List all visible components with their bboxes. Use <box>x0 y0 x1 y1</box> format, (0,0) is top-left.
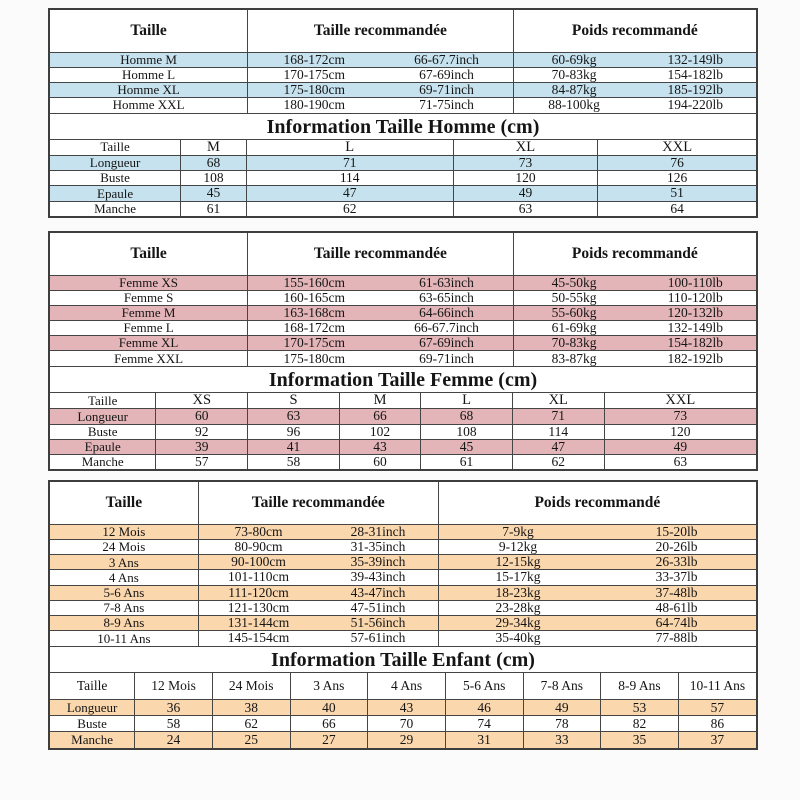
weight-lb-cell: 15-20lb <box>597 524 756 539</box>
info-value-cell: 25 <box>212 732 290 748</box>
info-row <box>50 186 756 201</box>
info-value-cell: 58 <box>248 454 340 469</box>
size-section-femme <box>48 231 758 471</box>
info-value-cell: 47 <box>512 439 604 454</box>
info-value-cell: 45 <box>181 186 247 201</box>
weight-kg-cell: 35-40kg <box>438 631 597 646</box>
height-cm-cell: 131-144cm <box>198 615 318 630</box>
info-value-cell: 62 <box>212 716 290 732</box>
info-column-header: 8-9 Ans <box>601 673 679 700</box>
info-row-label: Manche <box>50 454 156 469</box>
info-column-header: L <box>421 393 513 409</box>
info-row <box>50 454 756 469</box>
info-header-row <box>50 140 756 156</box>
height-inch-cell: 47-51inch <box>318 600 438 615</box>
height-cm-cell: 168-172cm <box>248 52 381 67</box>
size-section-homme <box>48 8 758 218</box>
info-column-header: L <box>246 140 453 156</box>
info-value-cell: 70 <box>368 716 446 732</box>
info-title-enfant: Information Taille Enfant (cm) <box>50 646 756 673</box>
size-label-cell: 7-8 Ans <box>50 600 198 615</box>
info-header-taille: Taille <box>50 393 156 409</box>
info-value-cell: 62 <box>246 201 453 216</box>
info-title-homme: Information Taille Homme (cm) <box>50 113 756 140</box>
height-cm-cell: 80-90cm <box>198 540 318 555</box>
info-value-cell: 49 <box>453 186 598 201</box>
size-label-cell: 5-6 Ans <box>50 585 198 600</box>
recommend-row <box>50 600 756 615</box>
weight-kg-cell: 45-50kg <box>513 275 634 290</box>
info-column-header: 7-8 Ans <box>523 673 601 700</box>
weight-kg-cell: 61-69kg <box>513 321 634 336</box>
info-value-cell: 37 <box>678 732 756 748</box>
info-value-cell: 38 <box>212 700 290 716</box>
height-inch-cell: 71-75inch <box>380 98 513 113</box>
recommend-table-homme <box>50 10 756 113</box>
info-row <box>50 732 756 748</box>
info-header-row <box>50 673 756 700</box>
info-value-cell: 49 <box>604 439 756 454</box>
height-cm-cell: 175-180cm <box>248 351 381 366</box>
weight-kg-cell: 70-83kg <box>513 67 634 82</box>
info-value-cell: 108 <box>181 171 247 186</box>
info-value-cell: 76 <box>598 156 756 171</box>
info-row <box>50 439 756 454</box>
size-label-cell: Homme M <box>50 52 248 67</box>
recommend-header-row <box>50 482 756 524</box>
weight-lb-cell: 64-74lb <box>597 615 756 630</box>
info-table-enfant <box>50 673 756 748</box>
info-row-label: Buste <box>50 171 181 186</box>
weight-lb-cell: 110-120lb <box>635 290 756 305</box>
size-label-cell: 8-9 Ans <box>50 615 198 630</box>
info-value-cell: 108 <box>421 424 513 439</box>
weight-kg-cell: 9-12kg <box>438 540 597 555</box>
recommend-header-row <box>50 233 756 275</box>
info-value-cell: 41 <box>248 439 340 454</box>
height-cm-cell: 170-175cm <box>248 67 381 82</box>
info-column-header: XL <box>453 140 598 156</box>
info-value-cell: 60 <box>156 409 248 424</box>
size-label-cell: Femme XS <box>50 275 248 290</box>
height-inch-cell: 67-69inch <box>380 336 513 351</box>
info-value-cell: 57 <box>156 454 248 469</box>
size-label-cell: Femme L <box>50 321 248 336</box>
size-label-cell: 24 Mois <box>50 540 198 555</box>
weight-lb-cell: 48-61lb <box>597 600 756 615</box>
info-value-cell: 68 <box>181 156 247 171</box>
header-poids-recommande: Poids recommandé <box>438 482 756 524</box>
height-inch-cell: 69-71inch <box>380 82 513 97</box>
info-row-label: Longueur <box>50 156 181 171</box>
header-taille-recommandee: Taille recommandée <box>198 482 438 524</box>
info-column-header: M <box>181 140 247 156</box>
info-value-cell: 62 <box>512 454 604 469</box>
weight-lb-cell: 185-192lb <box>635 82 756 97</box>
height-cm-cell: 111-120cm <box>198 585 318 600</box>
weight-kg-cell: 55-60kg <box>513 305 634 320</box>
info-row-label: Longueur <box>50 700 135 716</box>
recommend-row <box>50 305 756 320</box>
weight-kg-cell: 18-23kg <box>438 585 597 600</box>
weight-kg-cell: 23-28kg <box>438 600 597 615</box>
info-value-cell: 78 <box>523 716 601 732</box>
info-row-label: Buste <box>50 424 156 439</box>
recommend-row <box>50 275 756 290</box>
info-column-header: 5-6 Ans <box>445 673 523 700</box>
info-value-cell: 114 <box>246 171 453 186</box>
info-header-row <box>50 393 756 409</box>
info-row-label: Epaule <box>50 186 181 201</box>
info-column-header: XXL <box>604 393 756 409</box>
info-value-cell: 29 <box>368 732 446 748</box>
height-cm-cell: 175-180cm <box>248 82 381 97</box>
height-cm-cell: 155-160cm <box>248 275 381 290</box>
info-row-label: Manche <box>50 201 181 216</box>
header-taille-recommandee: Taille recommandée <box>248 233 513 275</box>
info-title-femme: Information Taille Femme (cm) <box>50 366 756 393</box>
height-inch-cell: 35-39inch <box>318 555 438 570</box>
height-cm-cell: 180-190cm <box>248 98 381 113</box>
weight-kg-cell: 29-34kg <box>438 615 597 630</box>
info-row-label: Manche <box>50 732 135 748</box>
height-cm-cell: 90-100cm <box>198 555 318 570</box>
recommend-row <box>50 336 756 351</box>
weight-lb-cell: 20-26lb <box>597 540 756 555</box>
info-row <box>50 424 756 439</box>
weight-lb-cell: 132-149lb <box>635 52 756 67</box>
height-cm-cell: 101-110cm <box>198 570 318 585</box>
weight-lb-cell: 26-33lb <box>597 555 756 570</box>
height-inch-cell: 57-61inch <box>318 631 438 646</box>
header-taille: Taille <box>50 482 198 524</box>
info-value-cell: 51 <box>598 186 756 201</box>
info-value-cell: 82 <box>601 716 679 732</box>
weight-kg-cell: 12-15kg <box>438 555 597 570</box>
header-taille: Taille <box>50 10 248 52</box>
info-header-taille: Taille <box>50 140 181 156</box>
info-value-cell: 71 <box>246 156 453 171</box>
weight-kg-cell: 70-83kg <box>513 336 634 351</box>
info-value-cell: 86 <box>678 716 756 732</box>
info-value-cell: 61 <box>181 201 247 216</box>
info-value-cell: 58 <box>135 716 213 732</box>
info-column-header: 12 Mois <box>135 673 213 700</box>
weight-lb-cell: 33-37lb <box>597 570 756 585</box>
recommend-row <box>50 52 756 67</box>
recommend-row <box>50 67 756 82</box>
height-inch-cell: 39-43inch <box>318 570 438 585</box>
info-value-cell: 57 <box>678 700 756 716</box>
info-column-header: 10-11 Ans <box>678 673 756 700</box>
weight-lb-cell: 194-220lb <box>635 98 756 113</box>
size-label-cell: Homme XXL <box>50 98 248 113</box>
size-label-cell: Homme XL <box>50 82 248 97</box>
info-value-cell: 43 <box>339 439 420 454</box>
info-value-cell: 66 <box>339 409 420 424</box>
info-column-header: S <box>248 393 340 409</box>
height-cm-cell: 160-165cm <box>248 290 381 305</box>
info-row-label: Buste <box>50 716 135 732</box>
weight-kg-cell: 88-100kg <box>513 98 634 113</box>
info-value-cell: 63 <box>248 409 340 424</box>
size-label-cell: Femme M <box>50 305 248 320</box>
recommend-table-femme <box>50 233 756 366</box>
info-value-cell: 63 <box>453 201 598 216</box>
recommend-row <box>50 98 756 113</box>
weight-lb-cell: 37-48lb <box>597 585 756 600</box>
info-column-header: 3 Ans <box>290 673 368 700</box>
recommend-table-enfant <box>50 482 756 645</box>
info-row <box>50 716 756 732</box>
size-label-cell: Homme L <box>50 67 248 82</box>
height-cm-cell: 168-172cm <box>248 321 381 336</box>
recommend-row <box>50 570 756 585</box>
info-value-cell: 60 <box>339 454 420 469</box>
height-inch-cell: 66-67.7inch <box>380 52 513 67</box>
info-value-cell: 114 <box>512 424 604 439</box>
info-value-cell: 45 <box>421 439 513 454</box>
size-label-cell: 10-11 Ans <box>50 631 198 646</box>
height-cm-cell: 163-168cm <box>248 305 381 320</box>
height-inch-cell: 31-35inch <box>318 540 438 555</box>
weight-lb-cell: 154-182lb <box>635 67 756 82</box>
header-taille-recommandee: Taille recommandée <box>248 10 513 52</box>
info-value-cell: 73 <box>453 156 598 171</box>
recommend-row <box>50 524 756 539</box>
info-row <box>50 700 756 716</box>
info-value-cell: 64 <box>598 201 756 216</box>
info-value-cell: 46 <box>445 700 523 716</box>
info-value-cell: 43 <box>368 700 446 716</box>
info-column-header: 24 Mois <box>212 673 290 700</box>
height-cm-cell: 145-154cm <box>198 631 318 646</box>
height-inch-cell: 43-47inch <box>318 585 438 600</box>
height-inch-cell: 64-66inch <box>380 305 513 320</box>
info-value-cell: 126 <box>598 171 756 186</box>
height-inch-cell: 63-65inch <box>380 290 513 305</box>
info-row-label: Longueur <box>50 409 156 424</box>
size-label-cell: Femme XL <box>50 336 248 351</box>
weight-lb-cell: 182-192lb <box>635 351 756 366</box>
info-column-header: XL <box>512 393 604 409</box>
info-table-homme <box>50 140 756 217</box>
size-section-enfant <box>48 480 758 749</box>
recommend-row <box>50 585 756 600</box>
info-value-cell: 61 <box>421 454 513 469</box>
header-taille: Taille <box>50 233 248 275</box>
info-column-header: 4 Ans <box>368 673 446 700</box>
height-inch-cell: 67-69inch <box>380 67 513 82</box>
height-inch-cell: 28-31inch <box>318 524 438 539</box>
info-value-cell: 66 <box>290 716 368 732</box>
weight-lb-cell: 100-110lb <box>635 275 756 290</box>
recommend-header-row <box>50 10 756 52</box>
height-inch-cell: 69-71inch <box>380 351 513 366</box>
recommend-row <box>50 540 756 555</box>
recommend-row <box>50 82 756 97</box>
weight-kg-cell: 7-9kg <box>438 524 597 539</box>
info-value-cell: 71 <box>512 409 604 424</box>
height-inch-cell: 61-63inch <box>380 275 513 290</box>
height-cm-cell: 170-175cm <box>248 336 381 351</box>
info-column-header: XXL <box>598 140 756 156</box>
weight-kg-cell: 60-69kg <box>513 52 634 67</box>
info-value-cell: 120 <box>604 424 756 439</box>
size-label-cell: 12 Mois <box>50 524 198 539</box>
info-value-cell: 40 <box>290 700 368 716</box>
header-poids-recommande: Poids recommandé <box>513 233 756 275</box>
info-value-cell: 68 <box>421 409 513 424</box>
header-poids-recommande: Poids recommandé <box>513 10 756 52</box>
weight-lb-cell: 132-149lb <box>635 321 756 336</box>
recommend-row <box>50 290 756 305</box>
info-value-cell: 35 <box>601 732 679 748</box>
info-value-cell: 36 <box>135 700 213 716</box>
info-row <box>50 201 756 216</box>
info-column-header: XS <box>156 393 248 409</box>
info-value-cell: 92 <box>156 424 248 439</box>
info-value-cell: 27 <box>290 732 368 748</box>
info-row <box>50 409 756 424</box>
info-row-label: Epaule <box>50 439 156 454</box>
height-cm-cell: 73-80cm <box>198 524 318 539</box>
weight-kg-cell: 83-87kg <box>513 351 634 366</box>
recommend-row <box>50 351 756 366</box>
weight-kg-cell: 15-17kg <box>438 570 597 585</box>
info-value-cell: 74 <box>445 716 523 732</box>
size-label-cell: Femme S <box>50 290 248 305</box>
weight-lb-cell: 77-88lb <box>597 631 756 646</box>
info-value-cell: 24 <box>135 732 213 748</box>
info-row <box>50 171 756 186</box>
info-value-cell: 53 <box>601 700 679 716</box>
info-column-header: M <box>339 393 420 409</box>
weight-kg-cell: 84-87kg <box>513 82 634 97</box>
info-value-cell: 39 <box>156 439 248 454</box>
info-value-cell: 73 <box>604 409 756 424</box>
info-value-cell: 31 <box>445 732 523 748</box>
weight-lb-cell: 154-182lb <box>635 336 756 351</box>
info-value-cell: 49 <box>523 700 601 716</box>
height-inch-cell: 51-56inch <box>318 615 438 630</box>
size-label-cell: 4 Ans <box>50 570 198 585</box>
info-value-cell: 120 <box>453 171 598 186</box>
height-inch-cell: 66-67.7inch <box>380 321 513 336</box>
recommend-row <box>50 321 756 336</box>
info-value-cell: 96 <box>248 424 340 439</box>
weight-lb-cell: 120-132lb <box>635 305 756 320</box>
size-label-cell: Femme XXL <box>50 351 248 366</box>
size-label-cell: 3 Ans <box>50 555 198 570</box>
info-value-cell: 102 <box>339 424 420 439</box>
height-cm-cell: 121-130cm <box>198 600 318 615</box>
info-value-cell: 33 <box>523 732 601 748</box>
recommend-row <box>50 631 756 646</box>
info-row <box>50 156 756 171</box>
info-value-cell: 63 <box>604 454 756 469</box>
info-header-taille: Taille <box>50 673 135 700</box>
weight-kg-cell: 50-55kg <box>513 290 634 305</box>
recommend-row <box>50 615 756 630</box>
recommend-row <box>50 555 756 570</box>
info-table-femme <box>50 393 756 470</box>
info-value-cell: 47 <box>246 186 453 201</box>
